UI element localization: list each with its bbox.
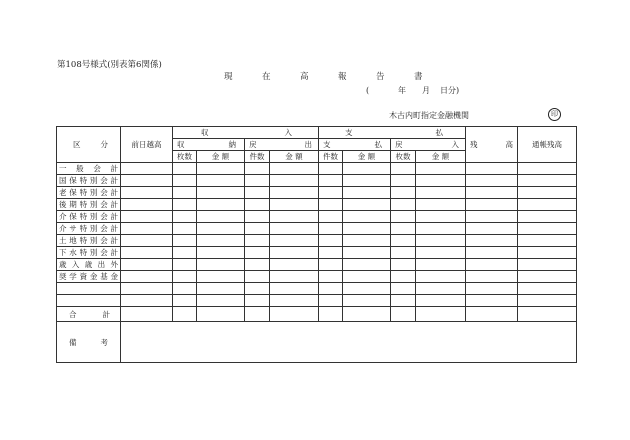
- cell[interactable]: [391, 211, 416, 223]
- cell[interactable]: [343, 235, 391, 247]
- title-char: 高: [300, 72, 309, 82]
- cell: [245, 307, 270, 322]
- account-label: 歳入歳出外: [57, 259, 121, 271]
- report-date-line: [366, 85, 459, 96]
- cell[interactable]: [245, 235, 270, 247]
- cell: [518, 307, 577, 322]
- cell: [121, 307, 173, 322]
- cell[interactable]: [416, 187, 466, 199]
- cell[interactable]: [518, 271, 577, 283]
- cell[interactable]: [245, 283, 270, 295]
- cell[interactable]: [319, 247, 343, 259]
- remarks-row: [57, 322, 577, 363]
- passbook-balance-header: 通帳残高: [518, 127, 577, 163]
- cell[interactable]: [391, 199, 416, 211]
- cell[interactable]: [518, 175, 577, 187]
- cell[interactable]: [197, 175, 245, 187]
- seal-mark: 印: [548, 108, 561, 121]
- cell: [319, 307, 343, 322]
- cell[interactable]: [197, 235, 245, 247]
- cell: [270, 307, 319, 322]
- cell[interactable]: [391, 187, 416, 199]
- cell[interactable]: [270, 199, 319, 211]
- cell[interactable]: [245, 199, 270, 211]
- cell[interactable]: [245, 163, 270, 175]
- cell[interactable]: [391, 247, 416, 259]
- cell[interactable]: [121, 211, 173, 223]
- account-label: 下水特別会計: [57, 247, 121, 259]
- cell[interactable]: [416, 199, 466, 211]
- account-row: [57, 199, 577, 211]
- count-header: 枚数: [391, 151, 416, 163]
- cell[interactable]: [173, 271, 197, 283]
- cell[interactable]: [197, 295, 245, 307]
- cell[interactable]: [518, 211, 577, 223]
- cell[interactable]: [466, 247, 518, 259]
- cell[interactable]: [197, 223, 245, 235]
- count-header: 枚数: [173, 151, 197, 163]
- balance-header: 残 高: [466, 127, 518, 163]
- cell[interactable]: [319, 283, 343, 295]
- cell[interactable]: [416, 283, 466, 295]
- cell: [343, 307, 391, 322]
- title-char: 在: [262, 72, 271, 82]
- cell[interactable]: [245, 295, 270, 307]
- cell[interactable]: [343, 259, 391, 271]
- cell[interactable]: [466, 235, 518, 247]
- cell[interactable]: [319, 295, 343, 307]
- amount-header: 金 額: [197, 151, 245, 163]
- cell[interactable]: [121, 271, 173, 283]
- cell[interactable]: [270, 211, 319, 223]
- header-row-1: [57, 127, 577, 139]
- items-header: 件数: [245, 151, 270, 163]
- date-year-label: 年: [398, 86, 406, 95]
- cell[interactable]: [391, 175, 416, 187]
- cell[interactable]: [270, 295, 319, 307]
- cell[interactable]: [121, 259, 173, 271]
- cell[interactable]: [343, 247, 391, 259]
- cell[interactable]: [270, 259, 319, 271]
- account-label: 一般会計: [57, 163, 121, 175]
- cell[interactable]: [197, 187, 245, 199]
- cell[interactable]: [518, 283, 577, 295]
- cell[interactable]: [173, 175, 197, 187]
- date-open-paren: (: [366, 86, 370, 95]
- cash-balance-report-table: [56, 126, 577, 363]
- cell[interactable]: [416, 295, 466, 307]
- cell[interactable]: [245, 211, 270, 223]
- cell[interactable]: [121, 235, 173, 247]
- remarks-label: 備 考: [57, 322, 121, 363]
- account-row: [57, 271, 577, 283]
- receipts-header: 収 入: [173, 127, 319, 139]
- cell[interactable]: [518, 247, 577, 259]
- total-row: [57, 307, 577, 322]
- form-number: 第108号様式(別表第6関係): [57, 60, 162, 70]
- cell[interactable]: [391, 259, 416, 271]
- cell[interactable]: [197, 283, 245, 295]
- cell[interactable]: [416, 223, 466, 235]
- cell[interactable]: [319, 235, 343, 247]
- cell[interactable]: [416, 235, 466, 247]
- cell[interactable]: [391, 163, 416, 175]
- account-label: 介保特別会計: [57, 211, 121, 223]
- cell[interactable]: [121, 163, 173, 175]
- cell[interactable]: [416, 259, 466, 271]
- account-row: [57, 223, 577, 235]
- cell[interactable]: [173, 211, 197, 223]
- cell[interactable]: [416, 211, 466, 223]
- cell[interactable]: [173, 235, 197, 247]
- account-label: [57, 295, 121, 307]
- cell[interactable]: [197, 163, 245, 175]
- cell[interactable]: [343, 175, 391, 187]
- cell[interactable]: [343, 283, 391, 295]
- account-label: 老保特別会計: [57, 187, 121, 199]
- cell[interactable]: [343, 271, 391, 283]
- cell[interactable]: [121, 283, 173, 295]
- cell[interactable]: [343, 187, 391, 199]
- cell[interactable]: [270, 283, 319, 295]
- cell[interactable]: [121, 247, 173, 259]
- cell[interactable]: [391, 295, 416, 307]
- account-row: [57, 235, 577, 247]
- account-row: [57, 187, 577, 199]
- cell[interactable]: [466, 271, 518, 283]
- account-row: [57, 175, 577, 187]
- returned-out-header: 戻 出: [245, 139, 319, 151]
- cell[interactable]: [173, 187, 197, 199]
- document-title: [224, 70, 452, 82]
- cell[interactable]: [121, 199, 173, 211]
- cell[interactable]: [173, 247, 197, 259]
- cell[interactable]: [466, 223, 518, 235]
- account-row: [57, 211, 577, 223]
- cell[interactable]: [270, 175, 319, 187]
- cell[interactable]: [343, 199, 391, 211]
- account-label: 土地特別会計: [57, 235, 121, 247]
- cell[interactable]: [466, 259, 518, 271]
- cell[interactable]: [270, 223, 319, 235]
- account-label: 奨学資金基金: [57, 271, 121, 283]
- category-header: 区 分: [57, 127, 121, 163]
- account-label: 介サ特別会計: [57, 223, 121, 235]
- title-char: 現: [224, 72, 233, 82]
- cell[interactable]: [416, 175, 466, 187]
- cell[interactable]: [466, 175, 518, 187]
- cell[interactable]: [391, 235, 416, 247]
- account-label: [57, 283, 121, 295]
- cell[interactable]: [270, 235, 319, 247]
- title-char: 報: [338, 72, 347, 82]
- cell[interactable]: [343, 223, 391, 235]
- account-row: [57, 295, 577, 307]
- cell[interactable]: [466, 295, 518, 307]
- account-row: [57, 163, 577, 175]
- cell[interactable]: [319, 187, 343, 199]
- cell[interactable]: [173, 223, 197, 235]
- cell[interactable]: [245, 271, 270, 283]
- cell[interactable]: [319, 259, 343, 271]
- cell[interactable]: [270, 187, 319, 199]
- cell[interactable]: [466, 163, 518, 175]
- cell[interactable]: [518, 259, 577, 271]
- account-label: 後期特別会計: [57, 199, 121, 211]
- cell: [197, 307, 245, 322]
- items-header: 件数: [319, 151, 343, 163]
- cell[interactable]: [319, 199, 343, 211]
- cell[interactable]: [270, 163, 319, 175]
- returned-in-header: 戻 入: [391, 139, 466, 151]
- cell[interactable]: [173, 295, 197, 307]
- cell[interactable]: [121, 187, 173, 199]
- cell: [466, 307, 518, 322]
- cell[interactable]: [121, 175, 173, 187]
- cell[interactable]: [197, 211, 245, 223]
- cell[interactable]: [466, 187, 518, 199]
- cell[interactable]: [245, 259, 270, 271]
- cell[interactable]: [121, 295, 173, 307]
- cell[interactable]: [319, 175, 343, 187]
- cell[interactable]: [319, 271, 343, 283]
- cell[interactable]: [245, 187, 270, 199]
- cell[interactable]: [173, 163, 197, 175]
- cell[interactable]: [121, 223, 173, 235]
- cell[interactable]: [518, 295, 577, 307]
- cell[interactable]: [319, 163, 343, 175]
- payments-header: 支 払: [319, 127, 466, 139]
- cell[interactable]: [197, 199, 245, 211]
- cell[interactable]: [173, 283, 197, 295]
- amount-header: 金 額: [343, 151, 391, 163]
- institution-name: 木古内町指定金融機関: [389, 111, 469, 120]
- cell[interactable]: [197, 247, 245, 259]
- cell[interactable]: [391, 271, 416, 283]
- cell[interactable]: [343, 211, 391, 223]
- cell[interactable]: [518, 199, 577, 211]
- cell[interactable]: [416, 163, 466, 175]
- cell[interactable]: [518, 163, 577, 175]
- cell[interactable]: [416, 247, 466, 259]
- cell[interactable]: [197, 271, 245, 283]
- remarks-field[interactable]: [121, 322, 577, 363]
- account-row: [57, 247, 577, 259]
- collected-header: 収 納: [173, 139, 245, 151]
- cell[interactable]: [466, 283, 518, 295]
- cell[interactable]: [197, 259, 245, 271]
- cell[interactable]: [518, 187, 577, 199]
- cell: [391, 307, 416, 322]
- cell[interactable]: [416, 271, 466, 283]
- cell[interactable]: [245, 247, 270, 259]
- cell[interactable]: [319, 211, 343, 223]
- cell[interactable]: [270, 247, 319, 259]
- cell[interactable]: [245, 175, 270, 187]
- cell[interactable]: [391, 223, 416, 235]
- account-row: [57, 283, 577, 295]
- cell[interactable]: [466, 199, 518, 211]
- title-char: 告: [376, 72, 385, 82]
- cell: [173, 307, 197, 322]
- cell[interactable]: [173, 199, 197, 211]
- cell[interactable]: [270, 271, 319, 283]
- cell[interactable]: [391, 283, 416, 295]
- title-char: 書: [414, 72, 423, 82]
- cell[interactable]: [245, 223, 270, 235]
- amount-header: 金 額: [416, 151, 466, 163]
- account-row: [57, 259, 577, 271]
- cell[interactable]: [343, 163, 391, 175]
- date-month-label: 月: [422, 86, 430, 95]
- date-day-label: 日分): [440, 86, 460, 95]
- prev-day-balance-header: 前日越高: [121, 127, 173, 163]
- cell[interactable]: [173, 259, 197, 271]
- cell[interactable]: [319, 223, 343, 235]
- account-label: 国保特別会計: [57, 175, 121, 187]
- cell: [416, 307, 466, 322]
- cell[interactable]: [343, 295, 391, 307]
- total-label: 合 計: [57, 307, 121, 322]
- cell[interactable]: [518, 223, 577, 235]
- amount-header: 金 額: [270, 151, 319, 163]
- cell[interactable]: [518, 235, 577, 247]
- cell[interactable]: [466, 211, 518, 223]
- paid-header: 支 払: [319, 139, 391, 151]
